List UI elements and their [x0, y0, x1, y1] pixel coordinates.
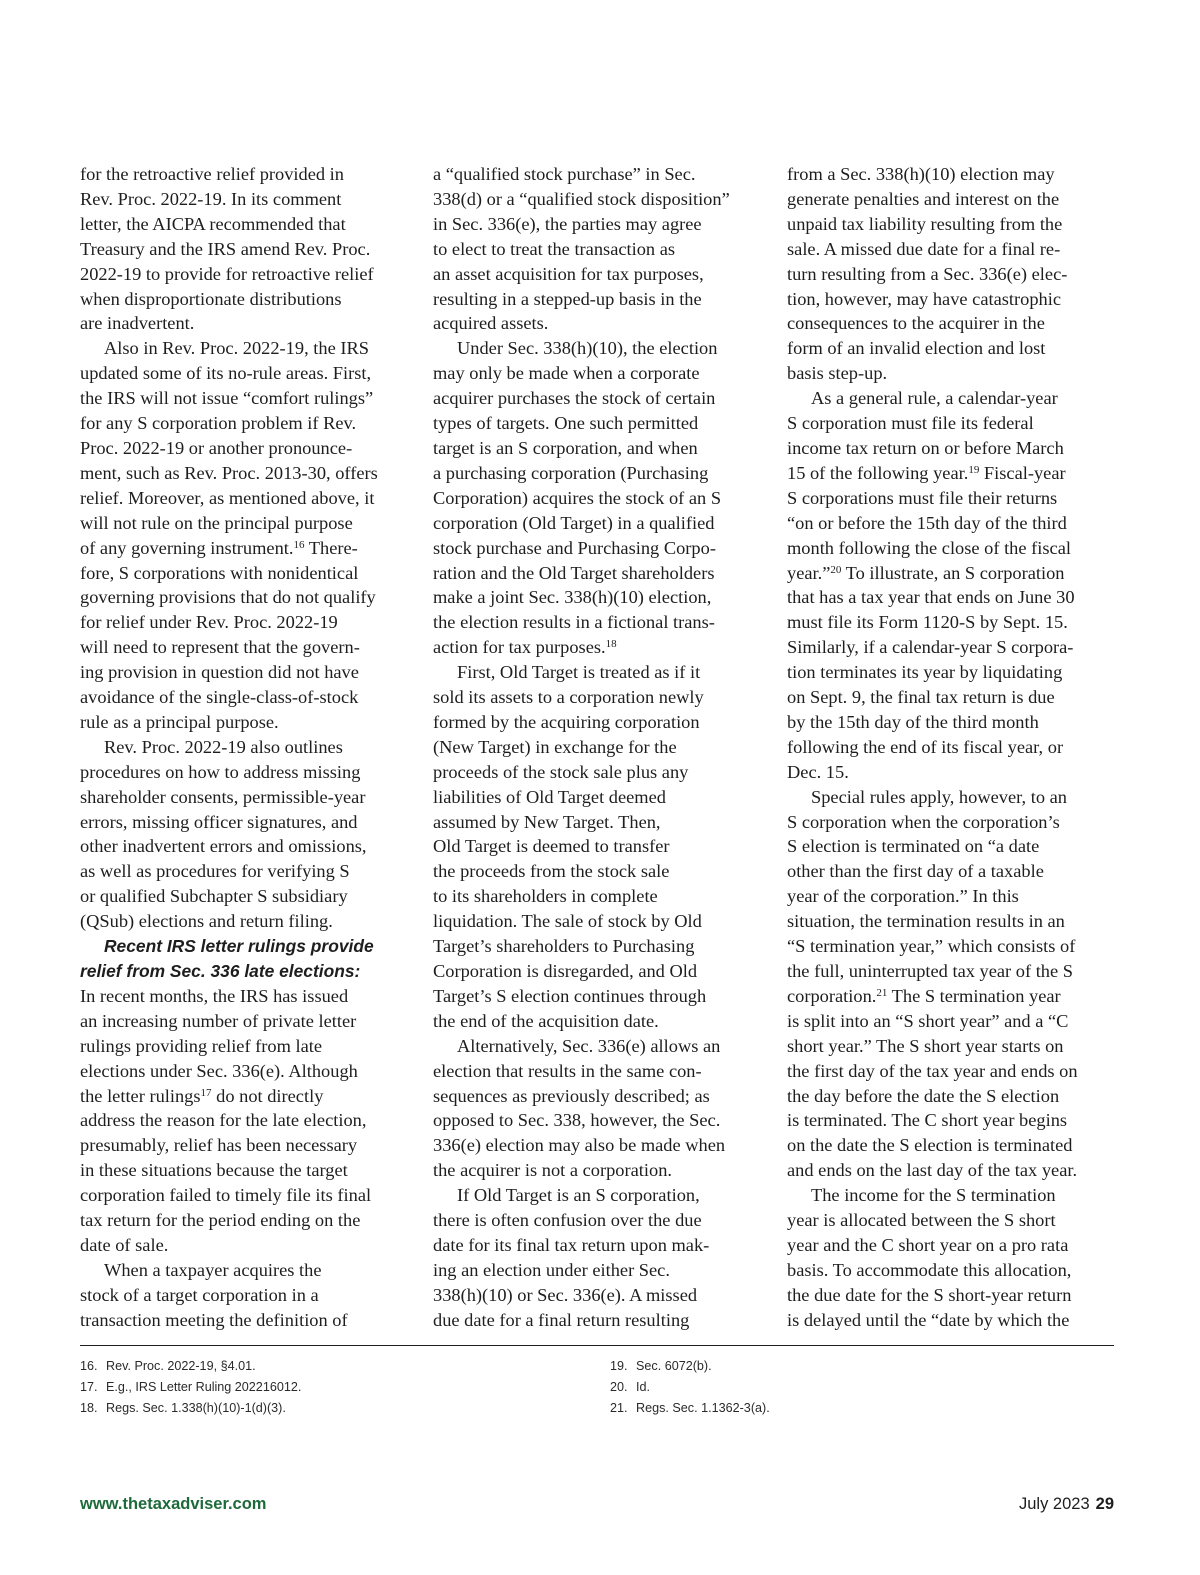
footer-right — [1019, 1495, 1114, 1514]
text-line: stock purchase and Purchasing Corpo- — [433, 537, 716, 558]
text-line: 338(h)(10) or Sec. 336(e). A missed — [433, 1284, 698, 1305]
text-line: Alternatively, Sec. 336(e) allows an — [457, 1035, 721, 1056]
text-line: 338(d) or a “qualified stock disposition” — [433, 188, 730, 209]
text-line: to elect to treat the transaction as — [433, 238, 676, 259]
footnote-ref: 21 — [876, 986, 888, 999]
text-line: to its shareholders in complete — [433, 886, 658, 907]
text-line: errors, missing officer signatures, and — [80, 811, 358, 832]
text-line: when disproportionate distributions — [80, 288, 342, 309]
text-line: rulings providing relief from late — [80, 1035, 323, 1056]
text-line: S election is terminated on “a date — [787, 836, 1040, 857]
text-line: date of sale. — [80, 1234, 169, 1255]
text-line: year and the C short year on a pro rata — [787, 1234, 1069, 1255]
text-line: income tax return on or before March — [787, 437, 1064, 458]
footnote: 18. Regs. Sec. 1.338(h)(10)-1(d)(3). — [80, 1401, 286, 1415]
text-line: opposed to Sec. 338, however, the Sec. — [433, 1110, 721, 1131]
text-line: S corporation must file its federal — [787, 413, 1034, 434]
text-line: that has a tax year that ends on June 30 — [787, 587, 1075, 608]
text-line: (QSub) elections and return filing. — [80, 911, 333, 932]
text-line: make a joint Sec. 338(h)(10) election, — [433, 587, 712, 608]
text-line: target is an S corporation, and when — [433, 437, 698, 458]
issue-date: July 2023 — [1019, 1495, 1090, 1513]
text-line: tion terminates its year by liquidating — [787, 662, 1063, 683]
text-line: Target’s S election continues through — [433, 985, 707, 1006]
text-line: are inadvertent. — [80, 313, 195, 334]
text-line: Old Target is deemed to transfer — [433, 836, 670, 857]
text-line: Special rules apply, however, to an — [811, 786, 1067, 807]
section-heading-line: relief from Sec. 336 late elections: — [80, 961, 361, 981]
text-line: updated some of its no-rule areas. First, — [80, 363, 372, 384]
text-line: acquired assets. — [433, 313, 549, 334]
text-line: by the 15th day of the third month — [787, 711, 1039, 732]
text-line: Corporation) acquires the stock of an S — [433, 487, 722, 508]
text-line: other than the first day of a taxable — [787, 861, 1044, 882]
text-line: “on or before the 15th day of the third — [787, 512, 1067, 533]
text-line: in these situations because the target — [80, 1160, 348, 1181]
text-line: date for its final tax return upon mak- — [433, 1234, 710, 1255]
text-line: shareholder consents, permissible-year — [80, 786, 366, 807]
text-line: corporation failed to timely file its final — [80, 1185, 372, 1206]
text-line: governing provisions that do not qualify — [80, 587, 376, 608]
text-line: for any S corporation problem if Rev. — [80, 413, 357, 434]
text-line: the election results in a fictional trans- — [433, 612, 715, 633]
footnote: 21. Regs. Sec. 1.1362-3(a). — [610, 1401, 770, 1415]
footnotes-left — [80, 1356, 301, 1419]
page-number: 29 — [1095, 1495, 1114, 1513]
section-heading-line: Recent IRS letter rulings provide — [104, 936, 374, 957]
footnote-ref: 20 — [830, 563, 842, 576]
text-line: S corporation when the corporation’s — [787, 811, 1060, 832]
text-line: If Old Target is an S corporation, — [457, 1185, 700, 1206]
text-line: Rev. Proc. 2022-19 also outlines — [104, 736, 343, 757]
text-line: year is allocated between the S short — [787, 1210, 1056, 1231]
text-line: basis step-up. — [787, 363, 888, 384]
text-line: situation, the termination results in an — [787, 911, 1065, 932]
footnote-ref: 16 — [293, 538, 305, 551]
text-line: an asset acquisition for tax purposes, — [433, 263, 704, 284]
text-line: address the reason for the late election, — [80, 1110, 367, 1131]
text-line: Proc. 2022-19 or another pronounce- — [80, 437, 353, 458]
text-line: on Sept. 9, the final tax return is due — [787, 687, 1055, 708]
text-line: the acquirer is not a corporation. — [433, 1160, 672, 1181]
text-line: consequences to the acquirer in the — [787, 313, 1045, 334]
text-line: the letter rulings$^{17}$ do not directly — [80, 1085, 324, 1106]
text-line: turn resulting from a Sec. 336(e) elec- — [787, 263, 1068, 284]
text-line: due date for a final return resulting — [433, 1309, 690, 1330]
text-line: types of targets. One such permitted — [433, 413, 699, 434]
text-line: a purchasing corporation (Purchasing — [433, 462, 709, 483]
text-line: assumed by New Target. Then, — [433, 811, 661, 832]
text-line: In recent months, the IRS has issued — [80, 985, 349, 1006]
footer-url[interactable]: www.thetaxadviser.com — [80, 1495, 267, 1513]
text-line: corporation.$^{21}$ The S termination year — [787, 985, 1061, 1006]
footnote-ref: 19 — [968, 463, 980, 476]
footnote-ref: 17 — [200, 1086, 212, 1099]
text-line: procedures on how to address missing — [80, 761, 361, 782]
text-line: resulting in a stepped-up basis in the — [433, 288, 702, 309]
text-line: month following the close of the fiscal — [787, 537, 1071, 558]
text-line: from a Sec. 338(h)(10) election may — [787, 164, 1055, 184]
column-2 — [433, 162, 763, 1333]
text-line: elections under Sec. 336(e). Although — [80, 1060, 358, 1081]
text-line: When a taxpayer acquires the — [104, 1259, 322, 1280]
footnote: 20. Id. — [610, 1380, 651, 1394]
footnote-divider — [80, 1345, 1114, 1346]
text-line: 2022-19 to provide for retroactive relief — [80, 263, 374, 284]
text-line: ing provision in question did not have — [80, 662, 359, 683]
text-line: election that results in the same con- — [433, 1060, 702, 1081]
text-line: will not rule on the principal purpose — [80, 512, 353, 533]
text-line: 15 of the following year.$^{19}$ Fiscal-year — [787, 462, 1066, 483]
text-line: for the retroactive relief provided in — [80, 164, 344, 184]
text-line: year of the corporation.” In this — [787, 886, 1019, 907]
text-line: stock of a target corporation in a — [80, 1284, 319, 1305]
text-line: 336(e) election may also be made when — [433, 1135, 726, 1156]
text-line: as well as procedures for verifying S — [80, 861, 350, 882]
text-line: a “qualified stock purchase” in Sec. — [433, 164, 696, 184]
text-line: relief. Moreover, as mentioned above, it — [80, 487, 375, 508]
footnotes-right — [610, 1356, 770, 1419]
text-line: year.”$^{20}$ To illustrate, an S corporation — [787, 562, 1065, 583]
text-line: sale. A missed due date for a final re- — [787, 238, 1061, 259]
text-line: presumably, relief has been necessary — [80, 1135, 358, 1156]
text-line: rule as a principal purpose. — [80, 711, 279, 732]
text-line: formed by the acquiring corporation — [433, 711, 700, 732]
text-line: ing an election under either Sec. — [433, 1259, 670, 1280]
text-line: is split into an “S short year” and a “C — [787, 1010, 1069, 1031]
text-line: Similarly, if a calendar-year S corpora- — [787, 637, 1074, 658]
text-line: corporation (Old Target) in a qualified — [433, 512, 715, 533]
text-line: acquirer purchases the stock of certain — [433, 388, 716, 409]
text-line: “S termination year,” which consists of — [787, 936, 1076, 957]
text-line: generate penalties and interest on the — [787, 188, 1060, 209]
text-line: there is often confusion over the due — [433, 1210, 702, 1231]
text-line: on the date the S election is terminated — [787, 1135, 1073, 1156]
text-line: for relief under Rev. Proc. 2022-19 — [80, 612, 338, 633]
text-line: Dec. 15. — [787, 761, 849, 782]
text-line: avoidance of the single-class-of-stock — [80, 687, 359, 708]
text-line: the full, uninterrupted tax year of the S — [787, 961, 1073, 981]
text-line: the end of the acquisition date. — [433, 1010, 659, 1031]
text-line: sequences as previously described; as — [433, 1085, 710, 1106]
text-line: or qualified Subchapter S subsidiary — [80, 886, 348, 907]
text-line: unpaid tax liability resulting from the — [787, 213, 1063, 234]
column-1 — [80, 162, 410, 1333]
text-line: may only be made when a corporate — [433, 363, 700, 384]
column-3 — [787, 162, 1115, 1333]
text-line: First, Old Target is treated as if it — [457, 662, 701, 683]
text-line: liabilities of Old Target deemed — [433, 786, 666, 807]
text-line: ration and the Old Target shareholders — [433, 562, 715, 583]
text-line: an increasing number of private letter — [80, 1010, 357, 1031]
text-line: is delayed until the “date by which the — [787, 1309, 1070, 1330]
text-line: other inadvertent errors and omissions, — [80, 836, 367, 857]
text-line: ment, such as Rev. Proc. 2013-30, offers — [80, 462, 378, 483]
text-line: liquidation. The sale of stock by Old — [433, 911, 702, 932]
text-line: letter, the AICPA recommended that — [80, 213, 346, 234]
text-line: Corporation is disregarded, and Old — [433, 961, 698, 981]
text-line: the due date for the S short-year return — [787, 1284, 1072, 1305]
text-line: sold its assets to a corporation newly — [433, 687, 704, 708]
text-line: Also in Rev. Proc. 2022-19, the IRS — [104, 338, 369, 359]
text-line: fore, S corporations with nonidentical — [80, 562, 359, 583]
text-line: will need to represent that the govern- — [80, 637, 360, 658]
text-line: transaction meeting the definition of — [80, 1309, 348, 1330]
footnote: 17. E.g., IRS Letter Ruling 202216012. — [80, 1380, 302, 1394]
footnote: 19. Sec. 6072(b). — [610, 1359, 712, 1373]
text-line: Under Sec. 338(h)(10), the election — [457, 338, 718, 359]
text-line: tax return for the period ending on the — [80, 1210, 361, 1231]
footnote-ref: 18 — [605, 638, 617, 651]
text-line: Rev. Proc. 2022-19. In its comment — [80, 188, 342, 209]
text-line: in Sec. 336(e), the parties may agree — [433, 213, 702, 234]
text-line: following the end of its fiscal year, or — [787, 736, 1064, 757]
text-line: the day before the date the S election — [787, 1085, 1060, 1106]
text-line: must file its Form 1120-S by Sept. 15. — [787, 612, 1068, 633]
footnote: 16. Rev. Proc. 2022-19, §4.01. — [80, 1359, 256, 1373]
text-line: (New Target) in exchange for the — [433, 736, 677, 757]
text-line: is terminated. The C short year begins — [787, 1110, 1068, 1131]
text-line: the proceeds from the stock sale — [433, 861, 670, 882]
text-line: The income for the S termination — [811, 1185, 1056, 1206]
text-line: tion, however, may have catastrophic — [787, 288, 1062, 309]
text-line: action for tax purposes.$^{18}$ — [433, 637, 617, 658]
text-line: Treasury and the IRS amend Rev. Proc. — [80, 238, 371, 259]
text-line: the first day of the tax year and ends on — [787, 1060, 1078, 1081]
text-line: short year.” The S short year starts on — [787, 1035, 1064, 1056]
text-line: and ends on the last day of the tax year. — [787, 1160, 1078, 1181]
text-line: proceeds of the stock sale plus any — [433, 761, 689, 782]
text-line: the IRS will not issue “comfort rulings” — [80, 388, 374, 409]
text-line: form of an invalid election and lost — [787, 338, 1046, 359]
text-line: S corporations must file their returns — [787, 487, 1058, 508]
text-line: Target’s shareholders to Purchasing — [433, 936, 695, 957]
text-line: As a general rule, a calendar-year — [811, 388, 1058, 409]
text-line: basis. To accommodate this allocation, — [787, 1259, 1072, 1280]
text-line: of any governing instrument.$^{16}$ There- — [80, 537, 358, 558]
